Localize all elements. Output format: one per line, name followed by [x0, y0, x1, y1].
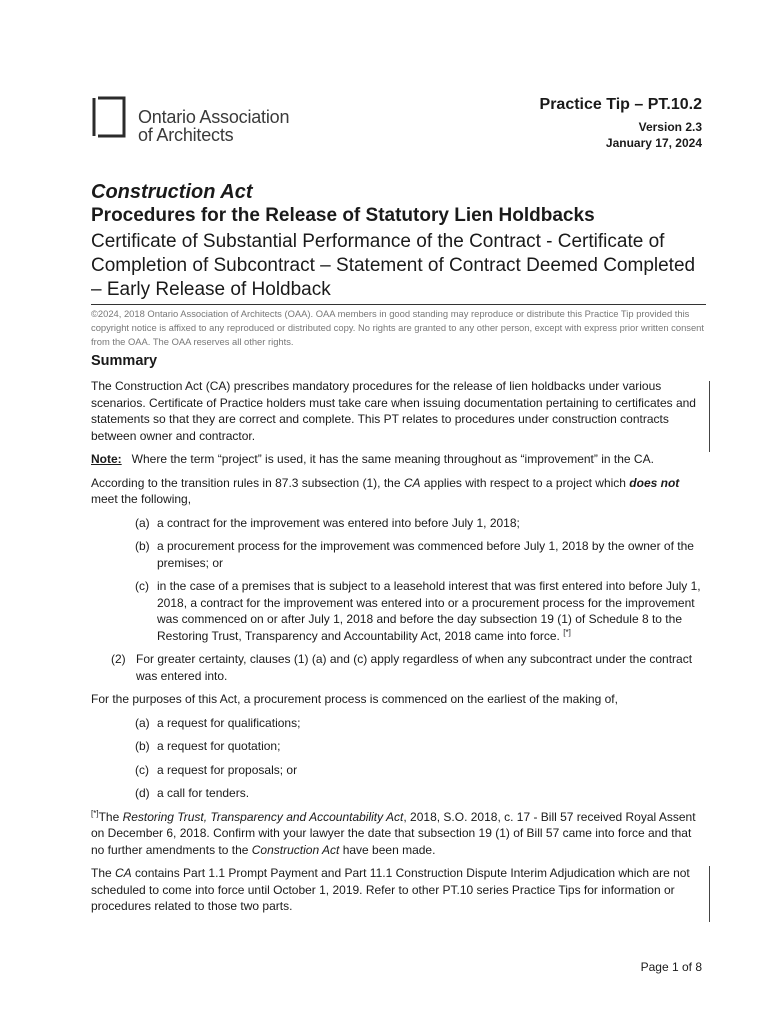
procurement-intro: For the purposes of this Act, a procurement process is commenced on the earliest of the making of, [91, 692, 618, 706]
change-bar [709, 866, 710, 922]
list-text-body: in the case of a premises that is subject to a leasehold interest that was first entered into before July 1, 2018, a contract for the improvement was entered into or a procurement process for the improvement was commenced on or after July 1, 2018 and before the day subsection 19 (1) of Schedule 8 to the Restoring Trust, Transparency and Accountability Act, 2018 came into force. [157, 579, 701, 643]
list-item [135, 515, 703, 532]
footnote-italic: Construction Act [251, 842, 340, 857]
note-label: Note: [91, 452, 122, 466]
procurement-list [135, 715, 703, 802]
note-text: Where the term “project” is used, it has the same meaning throughout as “improvement” in the CA. [131, 452, 654, 466]
oaa-logo [92, 96, 289, 144]
list-label: (a) [135, 515, 150, 530]
list-text: a request for quotation; [157, 739, 281, 753]
transition-list [135, 515, 703, 645]
practice-tip-number: Practice Tip – PT.10.2 [539, 96, 702, 113]
list-text: a procurement process for the improvement was commenced before July 1, 2018 by the owner of the premises; or [157, 539, 694, 570]
list-item [135, 785, 703, 802]
list-item [135, 738, 703, 755]
transition-text: meet the following, [91, 492, 192, 506]
logo-wordmark [138, 108, 289, 144]
transition-paragraph [91, 475, 703, 508]
list-text [157, 578, 703, 644]
ca-italic: CA [403, 475, 421, 490]
title-block [91, 180, 706, 349]
version-label: Version 2.3 [638, 120, 702, 134]
change-bar [709, 381, 710, 452]
act-title: Construction Act [91, 181, 253, 203]
page-number: Page 1 of 8 [640, 960, 702, 974]
list-label: (d) [135, 786, 150, 800]
logo-line-2: of Architects [138, 125, 234, 145]
list-label: (c) [135, 762, 149, 777]
list-label: (b) [135, 539, 150, 553]
list-label: (c) [135, 579, 149, 593]
summary-section [91, 352, 703, 922]
list-text: a request for proposals; or [157, 762, 298, 777]
footnote-marker: [*] [91, 808, 99, 818]
list-text: a call for tenders. [157, 786, 250, 800]
clause-2 [111, 651, 703, 684]
clause-label: (2) [111, 652, 126, 666]
footnote [91, 809, 703, 859]
logo-line-1: Ontario Association [138, 107, 290, 127]
footnote-text: , 2018, S.O. 2018, c. 17 - Bill 57 received Royal Assent on December 6, 2018. Confirm with your lawyer the date that subsection 19 (1) of Bill 57 came into force and that no further amendments to the [91, 809, 696, 857]
summary-intro: The Construction Act (CA) prescribes mandatory procedures for the release of lien holdbacks under various scenarios. Certificate of Practice holders must take care when issuing documentation pertaining to certificates and statements so that they are correct and complete. This PT relates to procedures under construction contracts between owner and contractor. [91, 379, 696, 443]
procedures-title: Procedures for the Release of Statutory Lien Holdbacks [91, 205, 595, 226]
title-divider [91, 304, 706, 305]
practice-tip-info [540, 95, 702, 151]
final-paragraph [91, 865, 703, 915]
transition-text: According to the transition rules in 87.3 subsection (1), the [91, 475, 404, 490]
list-item [135, 715, 703, 732]
list-item [135, 762, 703, 779]
list-label: (a) [135, 715, 150, 730]
oaa-logo-mark-icon [92, 96, 128, 138]
list-text: a request for qualifications; [157, 715, 301, 730]
summary-heading: Summary [91, 353, 158, 369]
footnote-italic: Restoring Trust, Transparency and Accountability Act [122, 809, 404, 824]
note-paragraph [91, 451, 703, 468]
document-subtitle: Certificate of Substantial Performance of the Contract - Certificate of Completion of Subcontract – Statement of Contract Deemed Completed – Early Release of Holdback [91, 231, 696, 300]
final-text: contains Part 1.1 Prompt Payment and Part 11.1 Construction Dispute Interim Adjudication which are not scheduled to come into force until October 1, 2019. Refer to other PT.10 series Practice Tips for information or procedures related to those two parts. [91, 866, 690, 913]
clause-text: For greater certainty, clauses (1) (a) and (c) apply regardless of when any subcontract under the contract was entered into. [136, 652, 693, 683]
list-text: a contract for the improvement was entered into before July 1, 2018; [157, 515, 520, 530]
footnote-text: The [98, 809, 123, 824]
list-label: (b) [135, 739, 150, 753]
ca-italic: CA [115, 866, 132, 880]
copyright-notice: ©2024, 2018 Ontario Association of Architects (OAA). OAA members in good standing may reproduce or distribute this Practice Tip provided this copyright notice is affixed to any reproduced or distributed copy. No rights are granted to any other person, except with express prior written consent from the OAA. The OAA reserves all other rights. [91, 308, 704, 347]
footnote-text: have been made. [339, 842, 436, 857]
list-item [135, 578, 703, 644]
does-not-emphasis: does not [629, 475, 680, 490]
list-item [135, 538, 703, 571]
transition-text: applies with respect to a project which [420, 475, 630, 490]
date-label: January 17, 2024 [605, 136, 702, 150]
final-text: The [91, 866, 116, 880]
footnote-marker: [*] [563, 627, 571, 637]
